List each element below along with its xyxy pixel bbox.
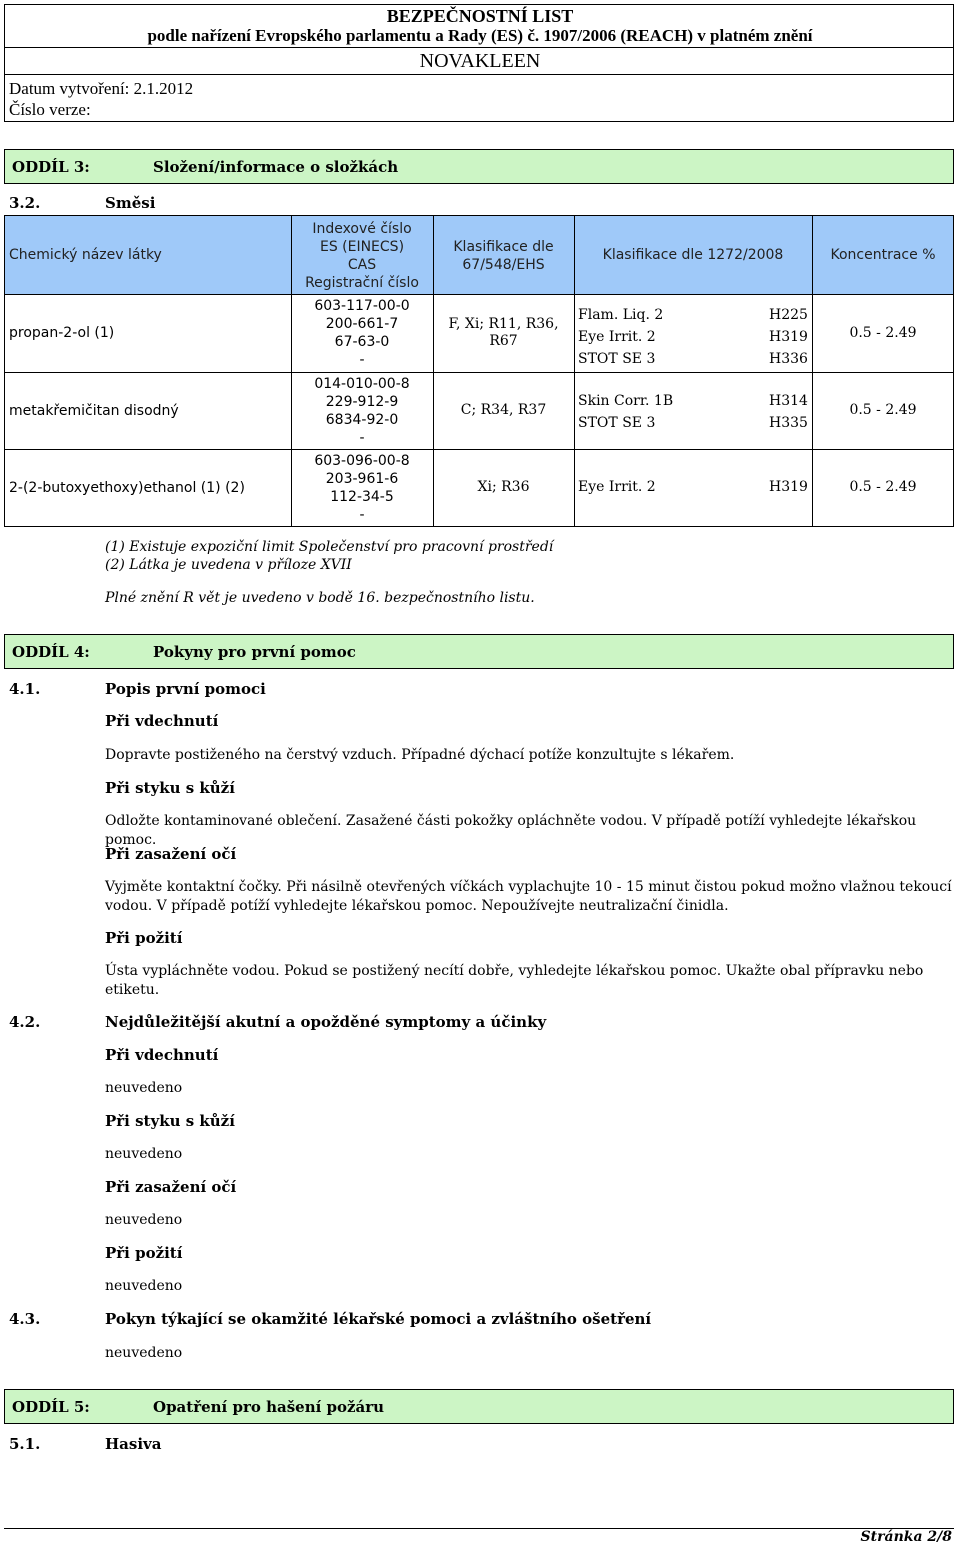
cas-number: 112-34-5 [330,489,394,505]
hazard-class: Flam. Liq. 2 [578,307,664,323]
index-number: 014-010-00-8 [314,376,410,392]
subsection-title: Nejdůležitější akutní a opožděné symptomy a účinky [105,1013,547,1031]
hazard-statement: H319 [769,329,808,345]
hazard-class: Eye Irrit. 2 [578,329,656,345]
classification-line: C; R34, R37 [460,402,547,418]
classification-67 [433,479,574,496]
ec-number: 229-912-9 [325,394,399,410]
route-heading: Při vdechnutí [105,712,219,730]
subsection-title: Pokyn týkající se okamžité lékařské pomoci a zvláštního ošetření [105,1310,652,1328]
column-header-ids [291,220,433,292]
symptom-text: neuvedeno [105,1080,183,1096]
section-3-header [4,149,954,184]
hazard-class: Skin Corr. 1B [578,393,674,409]
hazard-statement: H319 [769,479,808,495]
header-line: Registrační číslo [305,275,419,291]
note-annex-xvii: (2) Látka je uvedena v příloze XVII [105,557,352,573]
section-number: ODDÍL 4: [12,643,90,661]
route-heading: Při požití [105,929,183,947]
concentration: 0.5 - 2.49 [849,479,917,495]
symptom-text: neuvedeno [105,1146,183,1162]
first-aid-text: Odložte kontaminované oblečení. Zasažené části pokožky opláchněte vodou. V případě potíží vyhledejte lékařskou pomoc. [105,813,917,848]
route-heading: Při styku s kůží [105,779,235,797]
medical-attention-text: neuvedeno [105,1345,183,1361]
row-divider [4,294,954,295]
section-title: Opatření pro hašení požáru [153,1398,385,1416]
section-title: Pokyny pro první pomoc [153,643,356,661]
hazard-statement: H335 [769,415,808,431]
header-line: Klasifikace dle [453,239,554,255]
substance-ids [291,375,433,447]
subsection-title: Směsi [105,194,156,212]
footer-divider [4,1528,954,1529]
row-divider [4,372,954,373]
note-r-phrases: Plné znění R vět je uvedeno v bodě 16. bezpečnostního listu. [105,590,535,606]
section-4-header [4,634,954,669]
substance-name: propan-2-ol (1) [9,325,115,341]
column-header-class-1272: Klasifikace dle 1272/2008 [602,247,784,263]
hazard-classes [578,304,663,370]
creation-date: Datum vytvoření: 2.1.2012 [9,79,194,98]
registration-number: - [359,507,365,523]
classification-line: R67 [489,333,518,349]
first-aid-text: Ústa vypláchněte vodou. Pokud se postižený necítí dobře, vyhledejte lékařskou pomoc. Ukažte obal přípravku nebo [105,963,924,979]
substance-ids [291,452,433,524]
version-number: Číslo verze: [9,100,91,119]
cas-number: 6834-92-0 [325,412,399,428]
subsection-number: 5.1. [9,1435,41,1453]
hazard-statements [769,304,808,370]
route-heading: Při styku s kůží [105,1112,235,1130]
hazard-class: Eye Irrit. 2 [578,479,656,495]
subsection-number: 4.3. [9,1310,41,1328]
registration-number: - [359,430,365,446]
header-line: Indexové číslo [312,221,412,237]
header-line: ES (EINECS) [319,239,405,255]
ec-number: 203-961-6 [325,471,399,487]
regulation-line: podle nařízení Evropského parlamentu a Rady (ES) č. 1907/2006 (REACH) v platném znění [147,26,813,45]
concentration: 0.5 - 2.49 [849,402,917,418]
symptom-text: neuvedeno [105,1212,183,1228]
first-aid-text: etiketu. [105,982,160,998]
index-number: 603-096-00-8 [314,453,410,469]
section-number: ODDÍL 5: [12,1398,90,1416]
product-name: NOVAKLEEN [419,50,541,72]
subsection-title: Hasiva [105,1435,162,1453]
classification-line: F, Xi; R11, R36, [448,316,559,332]
section-5-header [4,1389,954,1424]
page-number: Stránka 2/8 [860,1529,952,1545]
subsection-title: Popis první pomoci [105,680,266,698]
section-number: ODDÍL 3: [12,158,90,176]
substance-name: 2-(2-butoxyethoxy)ethanol (1) (2) [9,480,245,496]
ec-number: 200-661-7 [325,316,399,332]
concentration: 0.5 - 2.49 [849,325,917,341]
subsection-number: 4.2. [9,1013,41,1031]
column-header-name: Chemický název látky [9,247,162,263]
column-header-concentration: Koncentrace % [830,247,936,263]
header-line: CAS [347,257,377,273]
first-aid-text: Vyjměte kontaktní čočky. Při násilně otevřených víčkách vyplachujte 10 - 15 minut čistou pokud možno vlažnou tekoucí [105,879,952,895]
hazard-statements [769,390,808,434]
registration-number: - [359,352,365,368]
first-aid-text: Dopravte postiženého na čerstvý vzduch. Případné dýchací potíže konzultujte s lékařem. [105,747,735,763]
route-heading: Při zasažení očí [105,845,237,863]
subsection-number: 4.1. [9,680,41,698]
document-title: BEZPEČNOSTNÍ LIST [386,6,574,26]
classification-67 [433,402,574,419]
route-heading: Při zasažení očí [105,1178,237,1196]
hazard-class: STOT SE 3 [578,415,656,431]
symptom-text: neuvedeno [105,1278,183,1294]
subsection-number: 3.2. [9,194,41,212]
note-exposure-limit: (1) Existuje expoziční limit Společenství pro pracovní prostředí [105,539,554,555]
header-line: 67/548/EHS [462,257,545,273]
section-title: Složení/informace o složkách [153,158,399,176]
row-divider [4,449,954,450]
substance-ids [291,297,433,369]
cas-number: 67-63-0 [334,334,390,350]
hazard-statement: H314 [769,393,808,409]
hazard-classes [578,390,673,434]
classification-67 [433,316,574,350]
index-number: 603-117-00-0 [314,298,410,314]
hazard-statement: H336 [769,351,808,367]
first-aid-text: vodou. V případě potíží vyhledejte lékařskou pomoc. Nepoužívejte neutralizační činidla. [105,898,729,914]
route-heading: Při vdechnutí [105,1046,219,1064]
column-header-class-67 [433,238,574,274]
route-heading: Při požití [105,1244,183,1262]
hazard-statement: H225 [769,307,808,323]
hazard-class: STOT SE 3 [578,351,656,367]
substance-name: metakřemičitan disodný [9,403,179,419]
classification-line: Xi; R36 [477,479,530,495]
